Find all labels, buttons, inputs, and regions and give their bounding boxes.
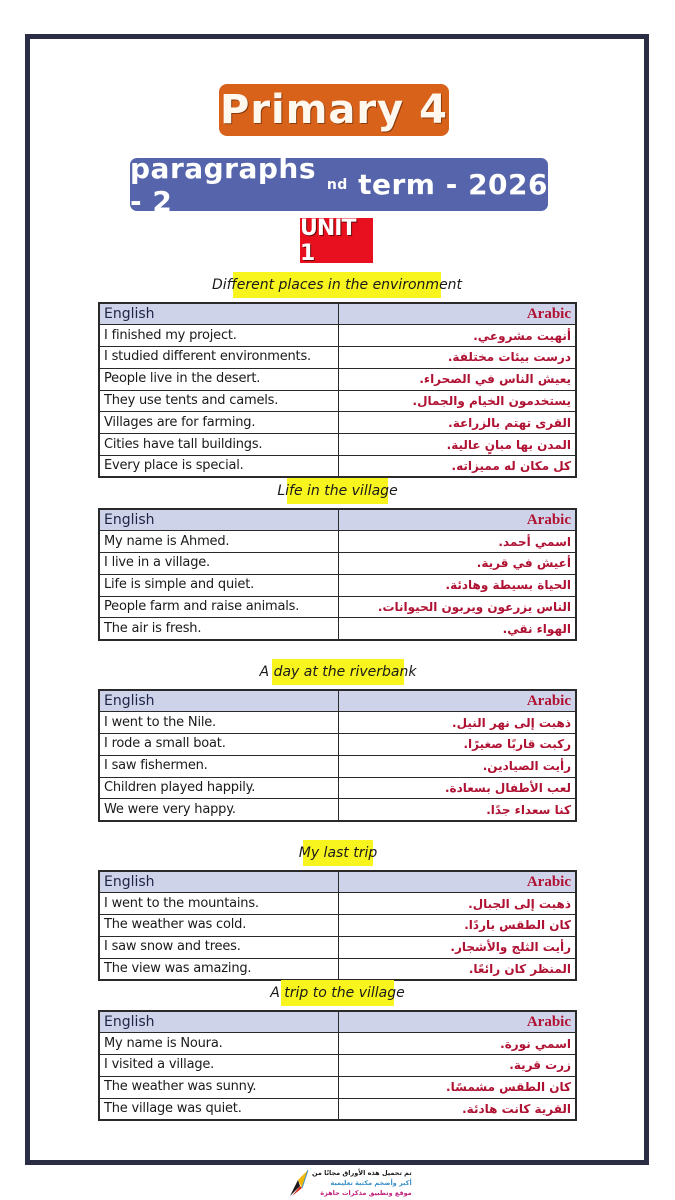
subtitle-bar: paragraphs - 2 nd term - 2026 xyxy=(130,151,548,218)
arabic-cell: درست بيئات مختلفة. xyxy=(338,347,576,369)
column-header-english: English xyxy=(99,690,338,712)
english-cell: I finished my project. xyxy=(99,325,338,347)
vocab-table xyxy=(98,689,577,822)
table-row xyxy=(99,412,576,434)
table-row xyxy=(99,574,576,596)
table-row xyxy=(99,325,576,347)
english-cell: The air is fresh. xyxy=(99,618,338,640)
table-header-row xyxy=(99,509,576,531)
table-row xyxy=(99,1033,576,1055)
arabic-cell: يعيش الناس في الصحراء. xyxy=(338,368,576,390)
footer-line-1: تم تحميل هذه الأوراق مجانًا من xyxy=(312,1169,412,1177)
arabic-cell: كان الطقس باردًا. xyxy=(338,915,576,937)
section-heading xyxy=(211,272,463,298)
section-heading-text: A day at the riverbank xyxy=(259,664,417,680)
english-cell: People farm and raise animals. xyxy=(99,596,338,618)
arabic-cell: ذهبت إلى الجبال. xyxy=(338,893,576,915)
arabic-cell: ذهبت إلى نهر النيل. xyxy=(338,712,576,734)
english-cell: The weather was sunny. xyxy=(99,1076,338,1098)
arabic-cell: القرى تهتم بالزراعة. xyxy=(338,412,576,434)
footer-line-2: أكبر وأضخم مكتبة تعليمية xyxy=(330,1179,412,1187)
table-row xyxy=(99,347,576,369)
table-header-row xyxy=(99,871,576,893)
unit-badge xyxy=(300,215,373,266)
english-cell: People live in the desert. xyxy=(99,368,338,390)
section-heading-text: Different places in the environment xyxy=(211,277,463,293)
arabic-cell: كنا سعداء جدًا. xyxy=(338,799,576,821)
column-header-english: English xyxy=(99,509,338,531)
english-cell: I visited a village. xyxy=(99,1055,338,1077)
english-cell: I live in a village. xyxy=(99,553,338,575)
arabic-cell: المنظر كان رائعًا. xyxy=(338,958,576,980)
arabic-cell: أنهيت مشروعي. xyxy=(338,325,576,347)
english-cell: Villages are for farming. xyxy=(99,412,338,434)
table-row xyxy=(99,456,576,478)
footer-watermark xyxy=(288,1166,412,1200)
arabic-cell: كان الطقس مشمسًا. xyxy=(338,1076,576,1098)
english-cell: I went to the Nile. xyxy=(99,712,338,734)
vocab-table xyxy=(98,870,577,981)
english-cell: My name is Noura. xyxy=(99,1033,338,1055)
section-heading xyxy=(259,659,417,685)
english-cell: Life is simple and quiet. xyxy=(99,574,338,596)
column-header-arabic: Arabic xyxy=(338,303,576,325)
english-cell: I rode a small boat. xyxy=(99,734,338,756)
table-row xyxy=(99,712,576,734)
table-row xyxy=(99,618,576,640)
arabic-cell: اسمي أحمد. xyxy=(338,531,576,553)
table-header-row xyxy=(99,303,576,325)
arabic-cell: رأيت الثلج والأشجار. xyxy=(338,936,576,958)
column-header-english: English xyxy=(99,1011,338,1033)
title-badge xyxy=(219,84,449,136)
column-header-english: English xyxy=(99,871,338,893)
arabic-cell: القرية كانت هادئة. xyxy=(338,1098,576,1120)
vocab-table xyxy=(98,508,577,641)
table-row xyxy=(99,799,576,821)
table-row xyxy=(99,958,576,980)
arabic-cell: الناس يزرعون ويربون الحيوانات. xyxy=(338,596,576,618)
arabic-cell: رأيت الصيادين. xyxy=(338,755,576,777)
vocab-table xyxy=(98,1010,577,1121)
column-header-arabic: Arabic xyxy=(338,509,576,531)
arabic-cell: المدن بها مبانٍ عالية. xyxy=(338,434,576,456)
subtitle-suffix: term - 2026 xyxy=(347,168,548,201)
table-row xyxy=(99,1098,576,1120)
table-row xyxy=(99,936,576,958)
table-row xyxy=(99,1076,576,1098)
english-cell: Every place is special. xyxy=(99,456,338,478)
section-heading xyxy=(270,980,405,1006)
subtitle-prefix: paragraphs - 2 xyxy=(130,151,317,218)
column-header-arabic: Arabic xyxy=(338,1011,576,1033)
table-row xyxy=(99,777,576,799)
arabic-cell: لعب الأطفال بسعادة. xyxy=(338,777,576,799)
english-cell: I saw snow and trees. xyxy=(99,936,338,958)
section-heading xyxy=(277,478,398,504)
english-cell: We were very happy. xyxy=(99,799,338,821)
arabic-cell: كل مكان له مميزاته. xyxy=(338,456,576,478)
table-row xyxy=(99,390,576,412)
english-cell: I saw fishermen. xyxy=(99,755,338,777)
english-cell: The weather was cold. xyxy=(99,915,338,937)
table-row xyxy=(99,531,576,553)
arabic-cell: أعيش في قرية. xyxy=(338,553,576,575)
footer-line-3: موقع وتطبيق مذكرات جاهزة xyxy=(320,1189,412,1197)
arabic-cell: الحياة بسيطة وهادئة. xyxy=(338,574,576,596)
table-row xyxy=(99,734,576,756)
english-cell: I went to the mountains. xyxy=(99,893,338,915)
arabic-cell: يستخدمون الخيام والجمال. xyxy=(338,390,576,412)
page-title: Primary 4 xyxy=(220,87,448,133)
english-cell: They use tents and camels. xyxy=(99,390,338,412)
unit-label: UNIT 1 xyxy=(300,215,356,266)
column-header-english: English xyxy=(99,303,338,325)
publisher-logo-icon xyxy=(288,1168,310,1198)
table-header-row xyxy=(99,1011,576,1033)
section-heading-text: My last trip xyxy=(298,845,378,861)
table-row xyxy=(99,755,576,777)
english-cell: My name is Ahmed. xyxy=(99,531,338,553)
table-header-row xyxy=(99,690,576,712)
section-heading xyxy=(298,840,378,866)
table-row xyxy=(99,368,576,390)
section-heading-text: A trip to the village xyxy=(270,985,405,1001)
column-header-arabic: Arabic xyxy=(338,871,576,893)
table-row xyxy=(99,915,576,937)
arabic-cell: ركبت قاربًا صغيرًا. xyxy=(338,734,576,756)
table-row xyxy=(99,893,576,915)
vocab-table xyxy=(98,302,577,478)
column-header-arabic: Arabic xyxy=(338,690,576,712)
english-cell: The view was amazing. xyxy=(99,958,338,980)
section-heading-text: Life in the village xyxy=(277,483,398,499)
table-row xyxy=(99,596,576,618)
english-cell: Cities have tall buildings. xyxy=(99,434,338,456)
table-row xyxy=(99,434,576,456)
table-row xyxy=(99,1055,576,1077)
english-cell: The village was quiet. xyxy=(99,1098,338,1120)
arabic-cell: زرت قرية. xyxy=(338,1055,576,1077)
table-row xyxy=(99,553,576,575)
arabic-cell: اسمي نورة. xyxy=(338,1033,576,1055)
english-cell: Children played happily. xyxy=(99,777,338,799)
arabic-cell: الهواء نقي. xyxy=(338,618,576,640)
english-cell: I studied different environments. xyxy=(99,347,338,369)
